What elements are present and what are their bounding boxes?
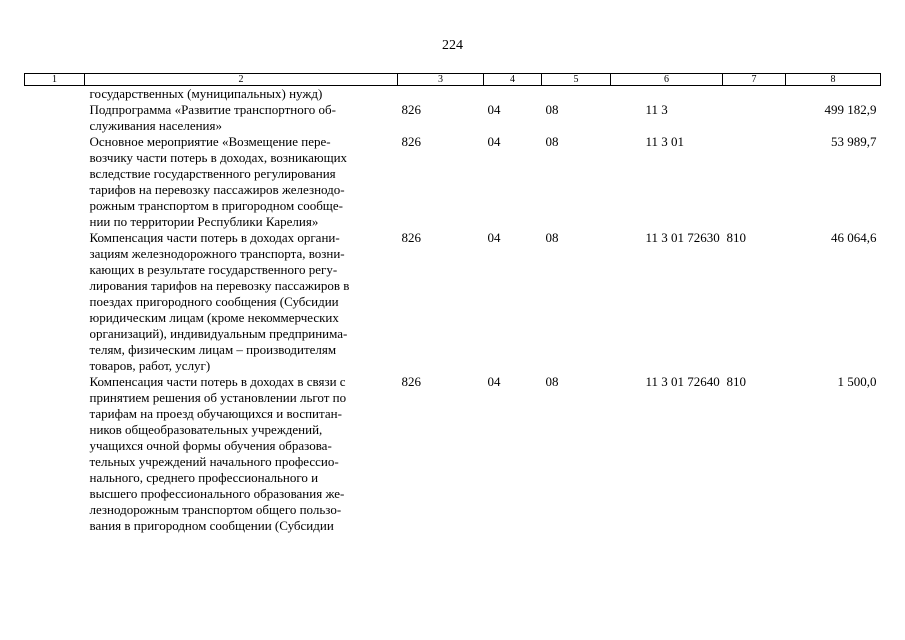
cell-amount: 53 989,7 [831, 134, 877, 149]
column-header-2: 2 [85, 74, 398, 86]
table-row [25, 230, 881, 374]
cell-expense-type [723, 134, 786, 230]
name-line: тельных учреждений начального профессио- [89, 454, 339, 469]
name-line: юридическим лицам (кроме некоммерческих [89, 310, 339, 325]
column-header-4: 4 [484, 74, 542, 86]
column-header-7: 7 [723, 74, 786, 86]
name-line: лирования тарифов на перевозку пассажиров в [89, 278, 350, 293]
name-line: вания в пригородном сообщении (Субсидии [89, 518, 334, 533]
cell-section: 04 [487, 102, 501, 117]
name-line: организаций), индивидуальным предпринима- [89, 326, 348, 341]
name-line: рожным транспортом в пригородном сообще- [89, 198, 343, 213]
column-header-5: 5 [542, 74, 611, 86]
name-line: лезнодорожным транспортом общего пользо- [89, 502, 342, 517]
cell-target-article: 11 3 01 [645, 134, 685, 149]
name-line: учащихся очной формы обучения образова- [89, 438, 332, 453]
cell-name [85, 102, 398, 134]
name-line: высшего профессионального образования же- [89, 486, 345, 501]
cell-section: 04 [487, 374, 501, 389]
column-header-3: 3 [398, 74, 484, 86]
name-line: служивания населения» [89, 118, 222, 133]
name-line: зациям железнодорожного транспорта, возни- [89, 246, 345, 261]
cell-col1 [25, 102, 85, 134]
column-header-1: 1 [25, 74, 85, 86]
cell-amount: 499 182,9 [824, 102, 877, 117]
cell-amount: 46 064,6 [831, 230, 877, 245]
column-header-6: 6 [611, 74, 723, 86]
name-line: нии по территории Республики Карелия» [89, 214, 319, 229]
cell-expense-type: 810 [726, 374, 746, 389]
cell-name [85, 374, 398, 534]
cell-chapter: 826 [401, 134, 421, 149]
name-line: тарифов на перевозку пассажиров железнодо- [89, 182, 345, 197]
table-row [25, 134, 881, 230]
name-line: возчику части потерь в доходах, возникающих [89, 150, 348, 165]
cell-subsection: 08 [545, 230, 559, 245]
cell-subsection: 08 [545, 374, 559, 389]
name-line: принятием решения об установлении льгот по [89, 390, 347, 405]
name-line: ников общеобразовательных учреждений, [89, 422, 323, 437]
cell-target-article: 11 3 01 72630 [645, 230, 720, 245]
table-header [25, 74, 881, 86]
name-line: кающих в результате государственного регу- [89, 262, 338, 277]
name-line: Компенсация части потерь в доходах в связи с [89, 374, 346, 389]
cell-col1 [25, 134, 85, 230]
budget-table [24, 73, 881, 534]
cell-target-article: 11 3 [645, 102, 668, 117]
page-number: 224 [442, 38, 463, 53]
cell-chapter: 826 [401, 102, 421, 117]
table-row [25, 102, 881, 134]
name-line: вследствие государственного регулирования [89, 166, 336, 181]
name-line: поездах пригородного сообщения (Субсидии [89, 294, 339, 309]
name-line: телям, физическим лицам – производителям [89, 342, 337, 357]
cell-subsection: 08 [545, 102, 559, 117]
table-row-continuation [25, 86, 881, 103]
table-body [25, 86, 881, 535]
name-line: тарифам на проезд обучающихся и воспитан- [89, 406, 342, 421]
cell-subsection: 08 [545, 134, 559, 149]
name-line: Компенсация части потерь в доходах органи- [89, 230, 340, 245]
name-line: Подпрограмма «Развитие транспортного об- [89, 102, 336, 117]
cell-chapter: 826 [401, 230, 421, 245]
cell-col1 [25, 230, 85, 374]
cell-section: 04 [487, 230, 501, 245]
name-line: Основное мероприятие «Возмещение пере- [89, 134, 331, 149]
cell-chapter: 826 [401, 374, 421, 389]
name-line: нального, среднего профессионального и [89, 470, 319, 485]
column-header-8: 8 [786, 74, 881, 86]
name-line: товаров, работ, услуг) [89, 358, 211, 373]
cell-col1 [25, 374, 85, 534]
cell-name [85, 230, 398, 374]
cell-expense-type: 810 [726, 230, 746, 245]
cell-name [85, 134, 398, 230]
cell-expense-type [723, 102, 786, 134]
table-row [25, 374, 881, 534]
cell-amount: 1 500,0 [837, 374, 877, 389]
continuation-text: государственных (муниципальных) нужд) [89, 86, 323, 101]
cell-target-article: 11 3 01 72640 [645, 374, 720, 389]
cell-section: 04 [487, 134, 501, 149]
